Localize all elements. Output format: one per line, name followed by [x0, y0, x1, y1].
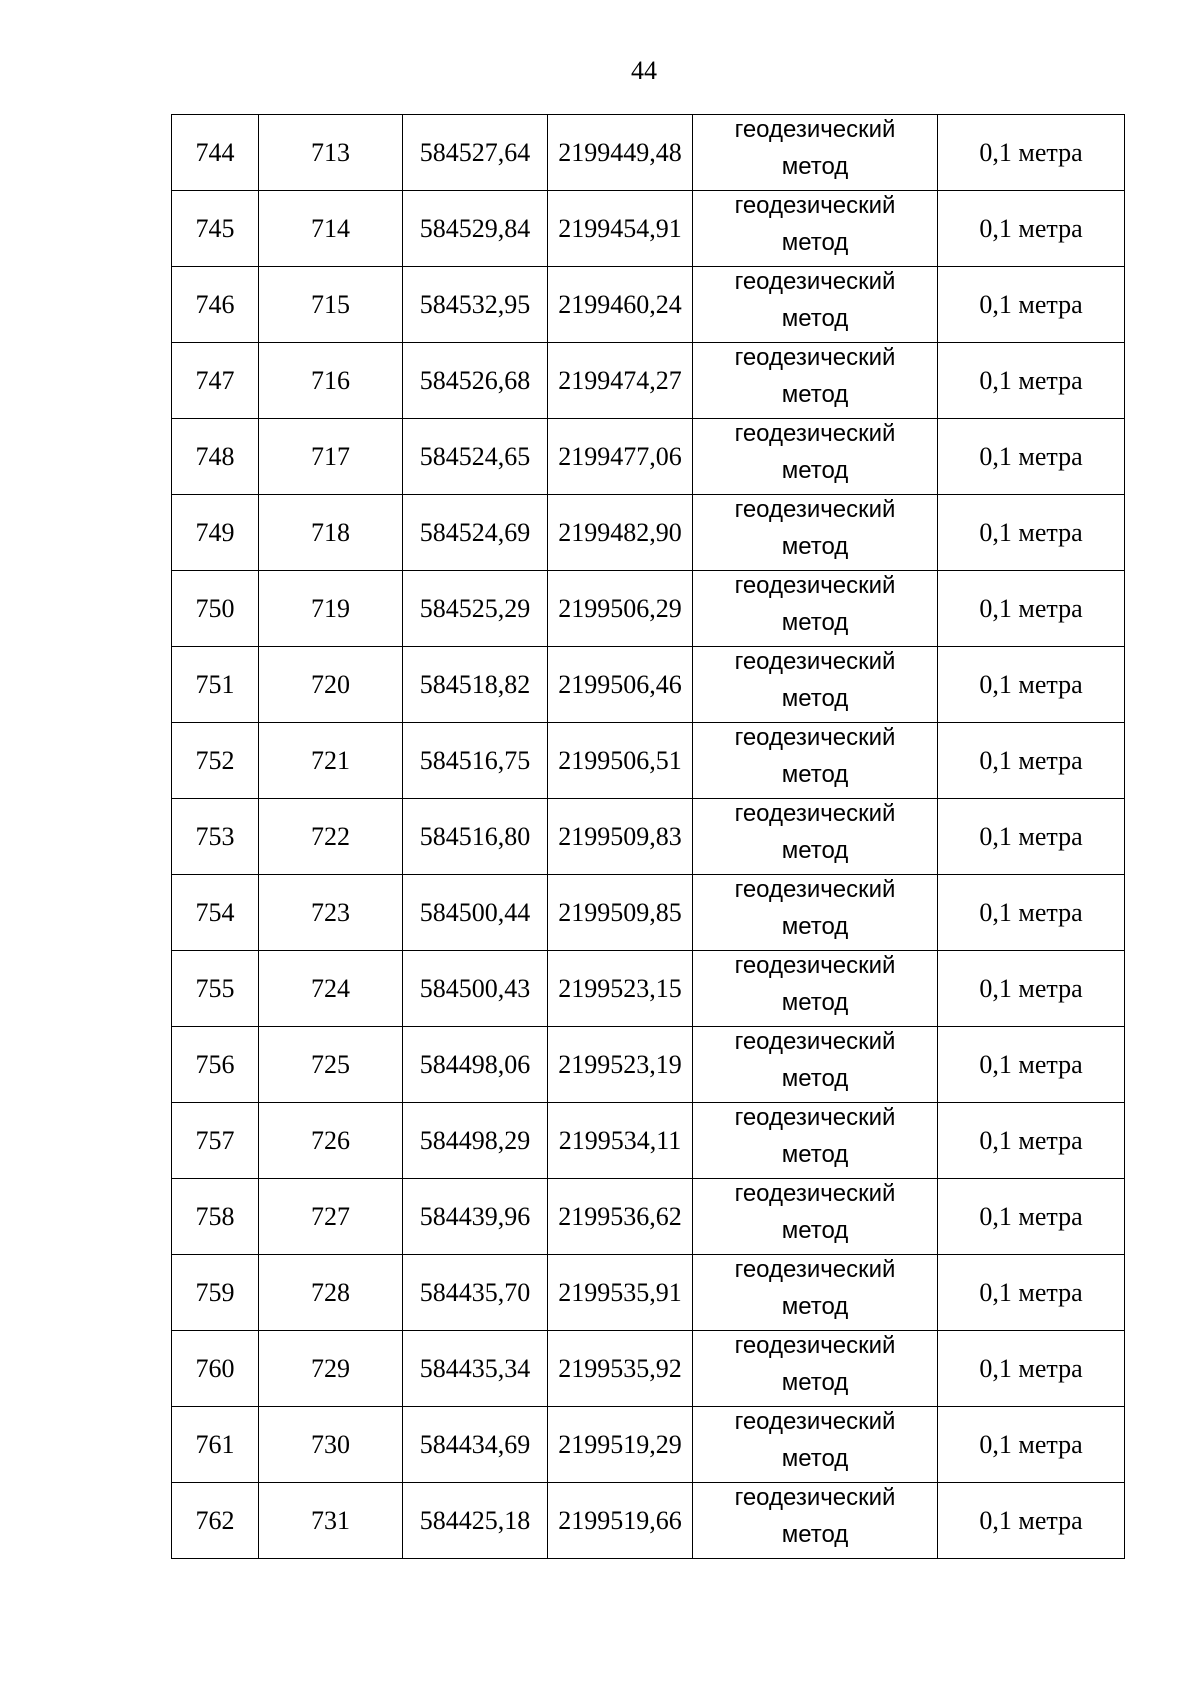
accuracy-value: 0,1 метра: [979, 441, 1083, 471]
cell-coordinate-x: 584524,65: [403, 419, 548, 495]
cell-method: [693, 115, 938, 191]
cell-point-number: 756: [172, 1027, 259, 1103]
cell-point-id: 723: [259, 875, 403, 951]
cell-point-id: 730: [259, 1407, 403, 1483]
method-line-1: геодезический: [734, 419, 896, 447]
cell-accuracy: [938, 951, 1125, 1027]
cell-point-number: 755: [172, 951, 259, 1027]
cell-coordinate-x: 584434,69: [403, 1407, 548, 1483]
method-line-1: геодезический: [734, 267, 896, 295]
method-line-1: геодезический: [734, 571, 896, 599]
cell-accuracy: [938, 191, 1125, 267]
cell-point-number: 746: [172, 267, 259, 343]
cell-point-number: 744: [172, 115, 259, 191]
cell-point-id: 720: [259, 647, 403, 723]
table-row: [172, 495, 1125, 571]
accuracy-value: 0,1 метра: [979, 517, 1083, 547]
cell-accuracy: [938, 1103, 1125, 1179]
method-line-2: метод: [781, 1368, 849, 1396]
cell-point-id: 715: [259, 267, 403, 343]
method-line-2: метод: [781, 1520, 849, 1548]
cell-coordinate-y: 2199506,51: [548, 723, 693, 799]
cell-coordinate-x: 584516,75: [403, 723, 548, 799]
method-line-2: метод: [781, 1444, 849, 1472]
table-row: [172, 1255, 1125, 1331]
method-line-1: геодезический: [734, 647, 896, 675]
method-line-2: метод: [781, 1140, 849, 1168]
cell-accuracy: [938, 267, 1125, 343]
cell-coordinate-y: 2199535,91: [548, 1255, 693, 1331]
cell-accuracy: [938, 571, 1125, 647]
cell-coordinate-x: 584516,80: [403, 799, 548, 875]
cell-coordinate-x: 584529,84: [403, 191, 548, 267]
accuracy-value: 0,1 метра: [979, 821, 1083, 851]
method-line-2: метод: [781, 152, 849, 180]
cell-accuracy: [938, 1179, 1125, 1255]
table-row: [172, 875, 1125, 951]
cell-coordinate-y: 2199506,46: [548, 647, 693, 723]
accuracy-value: 0,1 метра: [979, 289, 1083, 319]
cell-method: [693, 191, 938, 267]
accuracy-value: 0,1 метра: [979, 669, 1083, 699]
cell-point-id: 726: [259, 1103, 403, 1179]
cell-accuracy: [938, 343, 1125, 419]
cell-coordinate-y: 2199519,66: [548, 1483, 693, 1559]
cell-coordinate-y: 2199509,83: [548, 799, 693, 875]
cell-coordinate-x: 584526,68: [403, 343, 548, 419]
table-row: [172, 1331, 1125, 1407]
cell-method: [693, 1483, 938, 1559]
method-line-2: метод: [781, 1064, 849, 1092]
method-line-1: геодезический: [734, 1179, 896, 1207]
cell-coordinate-x: 584435,70: [403, 1255, 548, 1331]
accuracy-value: 0,1 метра: [979, 1125, 1083, 1155]
cell-accuracy: [938, 875, 1125, 951]
cell-point-number: 760: [172, 1331, 259, 1407]
accuracy-value: 0,1 метра: [979, 1505, 1083, 1535]
cell-accuracy: [938, 495, 1125, 571]
cell-accuracy: [938, 647, 1125, 723]
method-line-2: метод: [781, 1216, 849, 1244]
page-number: 44: [631, 56, 657, 85]
table-row: [172, 191, 1125, 267]
cell-method: [693, 343, 938, 419]
cell-point-number: 758: [172, 1179, 259, 1255]
cell-coordinate-x: 584532,95: [403, 267, 548, 343]
table-row: [172, 571, 1125, 647]
accuracy-value: 0,1 метра: [979, 1353, 1083, 1383]
cell-coordinate-x: 584524,69: [403, 495, 548, 571]
accuracy-value: 0,1 метра: [979, 1201, 1083, 1231]
cell-method: [693, 1407, 938, 1483]
cell-point-number: 748: [172, 419, 259, 495]
cell-point-number: 749: [172, 495, 259, 571]
cell-point-number: 751: [172, 647, 259, 723]
cell-point-id: 727: [259, 1179, 403, 1255]
table-row: [172, 951, 1125, 1027]
cell-coordinate-y: 2199523,15: [548, 951, 693, 1027]
table-row: [172, 1483, 1125, 1559]
cell-coordinate-y: 2199477,06: [548, 419, 693, 495]
cell-point-id: 729: [259, 1331, 403, 1407]
cell-coordinate-x: 584498,29: [403, 1103, 548, 1179]
table-row: [172, 1179, 1125, 1255]
cell-accuracy: [938, 799, 1125, 875]
cell-accuracy: [938, 115, 1125, 191]
method-line-1: геодезический: [734, 1407, 896, 1435]
table-row: [172, 1103, 1125, 1179]
accuracy-value: 0,1 метра: [979, 1277, 1083, 1307]
cell-point-id: 725: [259, 1027, 403, 1103]
cell-point-number: 752: [172, 723, 259, 799]
method-line-2: метод: [781, 836, 849, 864]
method-line-2: метод: [781, 304, 849, 332]
cell-coordinate-y: 2199509,85: [548, 875, 693, 951]
method-line-2: метод: [781, 456, 849, 484]
method-line-1: геодезический: [734, 875, 896, 903]
accuracy-value: 0,1 метра: [979, 1429, 1083, 1459]
cell-accuracy: [938, 723, 1125, 799]
cell-point-id: 718: [259, 495, 403, 571]
cell-method: [693, 875, 938, 951]
method-line-1: геодезический: [734, 1483, 896, 1511]
cell-point-id: 716: [259, 343, 403, 419]
cell-point-id: 714: [259, 191, 403, 267]
cell-point-id: 713: [259, 115, 403, 191]
method-line-1: геодезический: [734, 951, 896, 979]
cell-coordinate-y: 2199506,29: [548, 571, 693, 647]
table-body: [172, 115, 1125, 1559]
coordinates-table: [171, 114, 1125, 1559]
cell-method: [693, 1103, 938, 1179]
accuracy-value: 0,1 метра: [979, 593, 1083, 623]
cell-coordinate-y: 2199519,29: [548, 1407, 693, 1483]
cell-method: [693, 951, 938, 1027]
cell-point-number: 759: [172, 1255, 259, 1331]
cell-point-number: 754: [172, 875, 259, 951]
cell-method: [693, 1179, 938, 1255]
method-line-2: метод: [781, 608, 849, 636]
method-line-2: метод: [781, 228, 849, 256]
table-row: [172, 1407, 1125, 1483]
cell-coordinate-x: 584435,34: [403, 1331, 548, 1407]
cell-accuracy: [938, 1331, 1125, 1407]
cell-accuracy: [938, 1027, 1125, 1103]
cell-method: [693, 495, 938, 571]
method-line-2: метод: [781, 912, 849, 940]
cell-point-id: 721: [259, 723, 403, 799]
cell-accuracy: [938, 1255, 1125, 1331]
method-line-2: метод: [781, 684, 849, 712]
cell-coordinate-x: 584518,82: [403, 647, 548, 723]
method-line-1: геодезический: [734, 1255, 896, 1283]
table-row: [172, 115, 1125, 191]
accuracy-value: 0,1 метра: [979, 745, 1083, 775]
table-row: [172, 1027, 1125, 1103]
cell-coordinate-y: 2199523,19: [548, 1027, 693, 1103]
cell-point-id: 717: [259, 419, 403, 495]
cell-coordinate-x: 584425,18: [403, 1483, 548, 1559]
cell-coordinate-y: 2199535,92: [548, 1331, 693, 1407]
accuracy-value: 0,1 метра: [979, 973, 1083, 1003]
cell-point-number: 750: [172, 571, 259, 647]
cell-point-id: 731: [259, 1483, 403, 1559]
method-line-2: метод: [781, 1292, 849, 1320]
cell-coordinate-y: 2199536,62: [548, 1179, 693, 1255]
method-line-2: метод: [781, 988, 849, 1016]
cell-point-number: 753: [172, 799, 259, 875]
cell-method: [693, 1027, 938, 1103]
method-line-1: геодезический: [734, 115, 896, 143]
cell-coordinate-x: 584498,06: [403, 1027, 548, 1103]
table-row: [172, 723, 1125, 799]
method-line-1: геодезический: [734, 799, 896, 827]
cell-coordinate-y: 2199449,48: [548, 115, 693, 191]
cell-point-number: 745: [172, 191, 259, 267]
cell-point-id: 719: [259, 571, 403, 647]
table-row: [172, 343, 1125, 419]
cell-method: [693, 799, 938, 875]
table-row: [172, 799, 1125, 875]
cell-method: [693, 647, 938, 723]
cell-coordinate-x: 584527,64: [403, 115, 548, 191]
cell-point-id: 722: [259, 799, 403, 875]
method-line-2: метод: [781, 532, 849, 560]
cell-coordinate-y: 2199460,24: [548, 267, 693, 343]
cell-method: [693, 1255, 938, 1331]
cell-method: [693, 267, 938, 343]
cell-method: [693, 1331, 938, 1407]
cell-coordinate-x: 584439,96: [403, 1179, 548, 1255]
cell-accuracy: [938, 1407, 1125, 1483]
accuracy-value: 0,1 метра: [979, 897, 1083, 927]
cell-point-number: 762: [172, 1483, 259, 1559]
table-row: [172, 419, 1125, 495]
cell-coordinate-y: 2199454,91: [548, 191, 693, 267]
cell-coordinate-x: 584500,43: [403, 951, 548, 1027]
method-line-1: геодезический: [734, 1103, 896, 1131]
cell-coordinate-x: 584500,44: [403, 875, 548, 951]
table-row: [172, 647, 1125, 723]
accuracy-value: 0,1 метра: [979, 365, 1083, 395]
method-line-1: геодезический: [734, 343, 896, 371]
cell-coordinate-x: 584525,29: [403, 571, 548, 647]
accuracy-value: 0,1 метра: [979, 137, 1083, 167]
cell-method: [693, 419, 938, 495]
method-line-1: геодезический: [734, 723, 896, 751]
cell-coordinate-y: 2199474,27: [548, 343, 693, 419]
method-line-2: метод: [781, 760, 849, 788]
method-line-1: геодезический: [734, 191, 896, 219]
cell-coordinate-y: 2199534,11: [548, 1103, 693, 1179]
cell-method: [693, 571, 938, 647]
cell-point-number: 747: [172, 343, 259, 419]
method-line-1: геодезический: [734, 1027, 896, 1055]
table-row: [172, 267, 1125, 343]
cell-point-number: 757: [172, 1103, 259, 1179]
accuracy-value: 0,1 метра: [979, 213, 1083, 243]
cell-method: [693, 723, 938, 799]
method-line-2: метод: [781, 380, 849, 408]
cell-point-id: 724: [259, 951, 403, 1027]
accuracy-value: 0,1 метра: [979, 1049, 1083, 1079]
cell-coordinate-y: 2199482,90: [548, 495, 693, 571]
cell-point-id: 728: [259, 1255, 403, 1331]
cell-accuracy: [938, 1483, 1125, 1559]
cell-accuracy: [938, 419, 1125, 495]
method-line-1: геодезический: [734, 1331, 896, 1359]
cell-point-number: 761: [172, 1407, 259, 1483]
method-line-1: геодезический: [734, 495, 896, 523]
